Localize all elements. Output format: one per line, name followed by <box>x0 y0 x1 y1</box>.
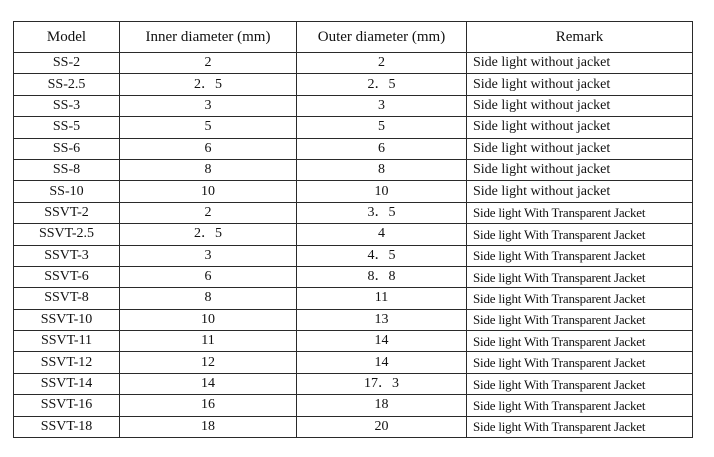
cell-outer-diameter: 5 <box>297 117 467 138</box>
cell-outer-diameter: 2．5 <box>297 74 467 95</box>
table-row <box>14 266 693 287</box>
cell-inner-diameter: 5 <box>120 117 297 138</box>
table-row <box>14 331 693 352</box>
cell-outer-diameter: 8 <box>297 159 467 180</box>
table-row <box>14 395 693 416</box>
table-row <box>14 245 693 266</box>
cell-model: SSVT-8 <box>14 288 120 309</box>
cell-inner-diameter: 3 <box>120 245 297 266</box>
cell-model: SS-5 <box>14 117 120 138</box>
cell-remark: Side light without jacket <box>467 117 693 138</box>
cell-inner-diameter: 11 <box>120 331 297 352</box>
cell-model: SSVT-16 <box>14 395 120 416</box>
cell-remark: Side light without jacket <box>467 53 693 74</box>
header-outer-diameter: Outer diameter (mm) <box>297 22 467 53</box>
cell-inner-diameter: 6 <box>120 266 297 287</box>
cell-model: SS-3 <box>14 95 120 116</box>
cell-inner-diameter: 2．5 <box>120 224 297 245</box>
cell-remark: Side light without jacket <box>467 138 693 159</box>
cell-outer-diameter: 3 <box>297 95 467 116</box>
table-row <box>14 288 693 309</box>
cell-model: SS-2.5 <box>14 74 120 95</box>
cell-remark: Side light With Transparent Jacket <box>467 288 693 309</box>
cell-model: SSVT-14 <box>14 373 120 394</box>
cell-model: SSVT-2 <box>14 202 120 223</box>
cell-outer-diameter: 10 <box>297 181 467 202</box>
cell-model: SS-8 <box>14 159 120 180</box>
cell-remark: Side light With Transparent Jacket <box>467 245 693 266</box>
table-row <box>14 74 693 95</box>
header-model: Model <box>14 22 120 53</box>
cell-model: SS-10 <box>14 181 120 202</box>
cell-inner-diameter: 10 <box>120 181 297 202</box>
cell-model: SS-2 <box>14 53 120 74</box>
cell-remark: Side light With Transparent Jacket <box>467 202 693 223</box>
cell-remark: Side light With Transparent Jacket <box>467 266 693 287</box>
cell-outer-diameter: 17．3 <box>297 373 467 394</box>
cell-outer-diameter: 13 <box>297 309 467 330</box>
cell-outer-diameter: 20 <box>297 416 467 437</box>
cell-inner-diameter: 18 <box>120 416 297 437</box>
table-body <box>14 53 693 438</box>
cell-inner-diameter: 2 <box>120 202 297 223</box>
table-row <box>14 181 693 202</box>
table-row <box>14 352 693 373</box>
table-row <box>14 138 693 159</box>
cell-model: SSVT-18 <box>14 416 120 437</box>
cell-model: SS-6 <box>14 138 120 159</box>
cell-remark: Side light without jacket <box>467 181 693 202</box>
cell-outer-diameter: 8．8 <box>297 266 467 287</box>
table-row <box>14 95 693 116</box>
cell-inner-diameter: 14 <box>120 373 297 394</box>
cell-outer-diameter: 4．5 <box>297 245 467 266</box>
cell-outer-diameter: 14 <box>297 331 467 352</box>
cell-inner-diameter: 2 <box>120 53 297 74</box>
cell-inner-diameter: 6 <box>120 138 297 159</box>
cell-inner-diameter: 12 <box>120 352 297 373</box>
cell-remark: Side light With Transparent Jacket <box>467 331 693 352</box>
table-row <box>14 117 693 138</box>
cell-model: SSVT-6 <box>14 266 120 287</box>
table-row <box>14 416 693 437</box>
header-remark: Remark <box>467 22 693 53</box>
cell-inner-diameter: 10 <box>120 309 297 330</box>
cell-remark: Side light With Transparent Jacket <box>467 352 693 373</box>
cell-remark: Side light With Transparent Jacket <box>467 224 693 245</box>
cell-outer-diameter: 14 <box>297 352 467 373</box>
cell-model: SSVT-10 <box>14 309 120 330</box>
table-row <box>14 202 693 223</box>
cell-inner-diameter: 16 <box>120 395 297 416</box>
spec-table <box>13 21 693 438</box>
header-inner-diameter: Inner diameter (mm) <box>120 22 297 53</box>
table-row <box>14 159 693 180</box>
cell-inner-diameter: 2．5 <box>120 74 297 95</box>
cell-inner-diameter: 8 <box>120 159 297 180</box>
cell-inner-diameter: 8 <box>120 288 297 309</box>
cell-outer-diameter: 18 <box>297 395 467 416</box>
cell-model: SSVT-3 <box>14 245 120 266</box>
table-row <box>14 53 693 74</box>
cell-model: SSVT-2.5 <box>14 224 120 245</box>
table-row <box>14 373 693 394</box>
table-header-row <box>14 22 693 53</box>
cell-remark: Side light With Transparent Jacket <box>467 309 693 330</box>
cell-remark: Side light With Transparent Jacket <box>467 373 693 394</box>
cell-model: SSVT-11 <box>14 331 120 352</box>
table-row <box>14 224 693 245</box>
cell-remark: Side light without jacket <box>467 95 693 116</box>
cell-remark: Side light without jacket <box>467 159 693 180</box>
cell-outer-diameter: 3．5 <box>297 202 467 223</box>
cell-model: SSVT-12 <box>14 352 120 373</box>
cell-remark: Side light With Transparent Jacket <box>467 395 693 416</box>
cell-remark: Side light With Transparent Jacket <box>467 416 693 437</box>
cell-inner-diameter: 3 <box>120 95 297 116</box>
cell-outer-diameter: 2 <box>297 53 467 74</box>
table-row <box>14 309 693 330</box>
cell-outer-diameter: 6 <box>297 138 467 159</box>
cell-outer-diameter: 4 <box>297 224 467 245</box>
cell-remark: Side light without jacket <box>467 74 693 95</box>
cell-outer-diameter: 11 <box>297 288 467 309</box>
